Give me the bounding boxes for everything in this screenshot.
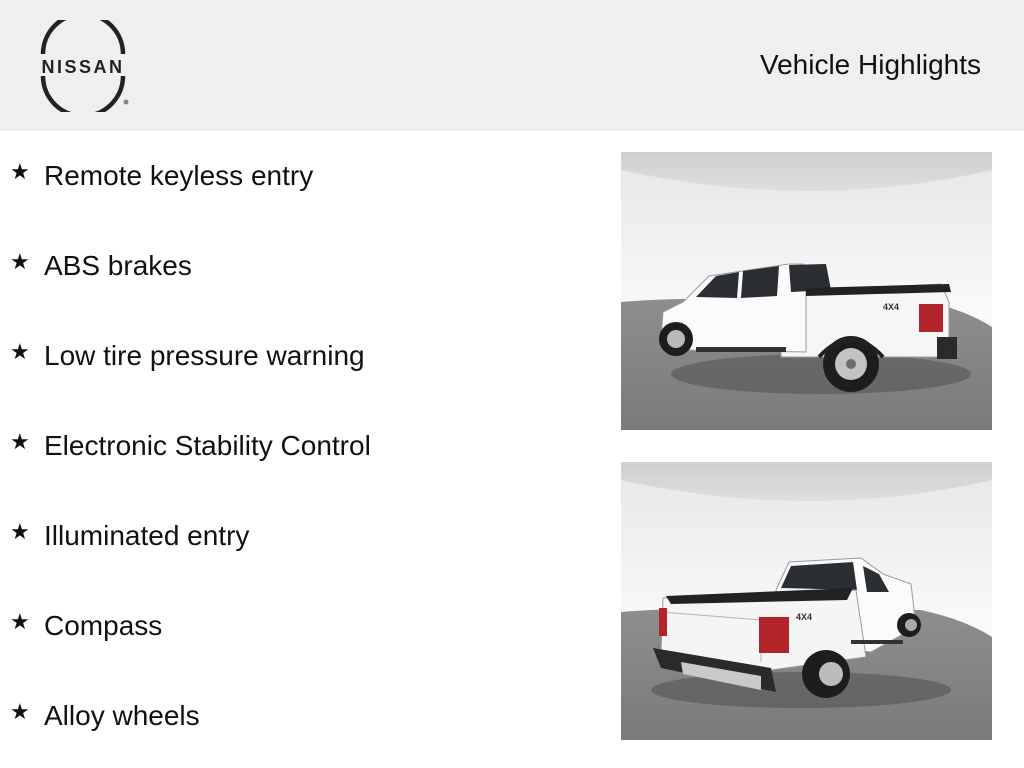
feature-item: [0, 311, 600, 371]
feature-item: [0, 221, 600, 281]
star-icon: ★: [10, 429, 30, 454]
feature-label: Illuminated entry: [44, 520, 250, 551]
feature-item: [0, 131, 600, 191]
feature-label: Low tire pressure warning: [44, 340, 365, 371]
vehicle-photo-2: [621, 462, 992, 740]
feature-item: [0, 671, 600, 731]
star-icon: ★: [10, 519, 30, 544]
page-title: Vehicle Highlights: [759, 49, 981, 80]
star-icon: ★: [10, 339, 30, 364]
feature-label: Alloy wheels: [44, 700, 200, 731]
nissan-logo: [28, 20, 138, 112]
feature-item: [0, 401, 600, 461]
feature-item: [0, 581, 600, 641]
logo-wordmark: NISSAN: [41, 57, 125, 77]
badge-4x4: 4X4: [883, 302, 900, 312]
star-icon: ★: [10, 609, 30, 634]
star-icon: ★: [10, 699, 30, 724]
header-bar: [0, 0, 1024, 131]
star-icon: ★: [10, 159, 30, 184]
star-icon: ★: [10, 249, 30, 274]
badge-4x4: 4X4: [796, 612, 813, 622]
vehicle-photo-1: [621, 152, 992, 430]
feature-label: ABS brakes: [44, 250, 192, 281]
feature-label: Compass: [44, 610, 163, 641]
feature-label: Remote keyless entry: [44, 160, 314, 191]
feature-label: Electronic Stability Control: [44, 430, 371, 461]
feature-item: [0, 491, 600, 551]
